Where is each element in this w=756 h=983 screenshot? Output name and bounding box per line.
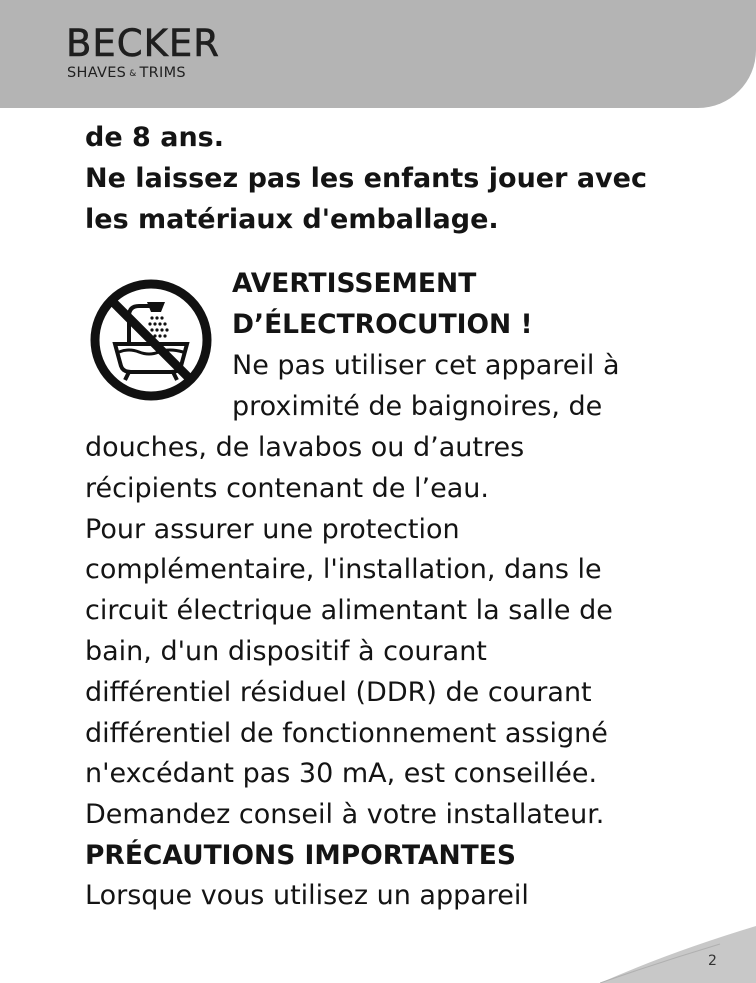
- brand-tagline: [67, 64, 186, 83]
- warning-lead-text: [232, 346, 756, 428]
- warning-body-line: douches, de lavabos ou d’autres: [85, 432, 525, 463]
- brand-logo: [66, 24, 266, 84]
- intro-line: les matériaux d'emballage.: [85, 203, 499, 235]
- brand-tagline-amp: &: [129, 69, 137, 79]
- precautions-lead-text: Lorsque vous utilisez un appareil: [85, 880, 529, 911]
- warning-body-line: n'excédant pas 30 mA, est conseillée.: [85, 758, 598, 790]
- warning-body-line: bain, d'un dispositif à courant: [85, 635, 487, 667]
- warning-body-line: différentiel de fonctionnement assigné: [85, 717, 608, 749]
- warning-body-line: Pour assurer une protection: [85, 513, 460, 545]
- no-bath-shower-icon: [89, 278, 213, 402]
- brand-tagline-right: TRIMS: [139, 65, 186, 81]
- page-number: 2: [708, 953, 717, 969]
- warning-lead-line: Ne pas utiliser cet appareil à: [232, 350, 620, 381]
- warning-title-line: D’ÉLECTROCUTION !: [232, 308, 533, 340]
- warning-body-line: Demandez conseil à votre installateur.: [85, 799, 605, 831]
- header-bar: [0, 0, 756, 108]
- intro-line: de 8 ans.: [85, 122, 224, 153]
- page-corner-curl: [600, 922, 756, 983]
- precautions-title: PRÉCAUTIONS IMPORTANTES: [85, 840, 516, 871]
- warning-lead-line: proximité de baignoires, de: [232, 390, 603, 422]
- brand-tagline-left: SHAVES: [67, 65, 127, 81]
- warning-title: [232, 264, 756, 346]
- warning-body-line: différentiel résiduel (DDR) de courant: [85, 676, 592, 708]
- intro-line: Ne laissez pas les enfants jouer avec: [85, 162, 647, 194]
- warning-title-line: AVERTISSEMENT: [232, 268, 477, 299]
- warning-body-line: circuit électrique alimentant la salle de: [85, 595, 613, 627]
- warning-body-text: [85, 428, 685, 836]
- intro-text: [85, 118, 685, 240]
- warning-body-line: complémentaire, l'installation, dans le: [85, 554, 602, 586]
- brand-name: BECKER: [66, 22, 220, 65]
- warning-body-line: récipients contenant de l’eau.: [85, 472, 489, 504]
